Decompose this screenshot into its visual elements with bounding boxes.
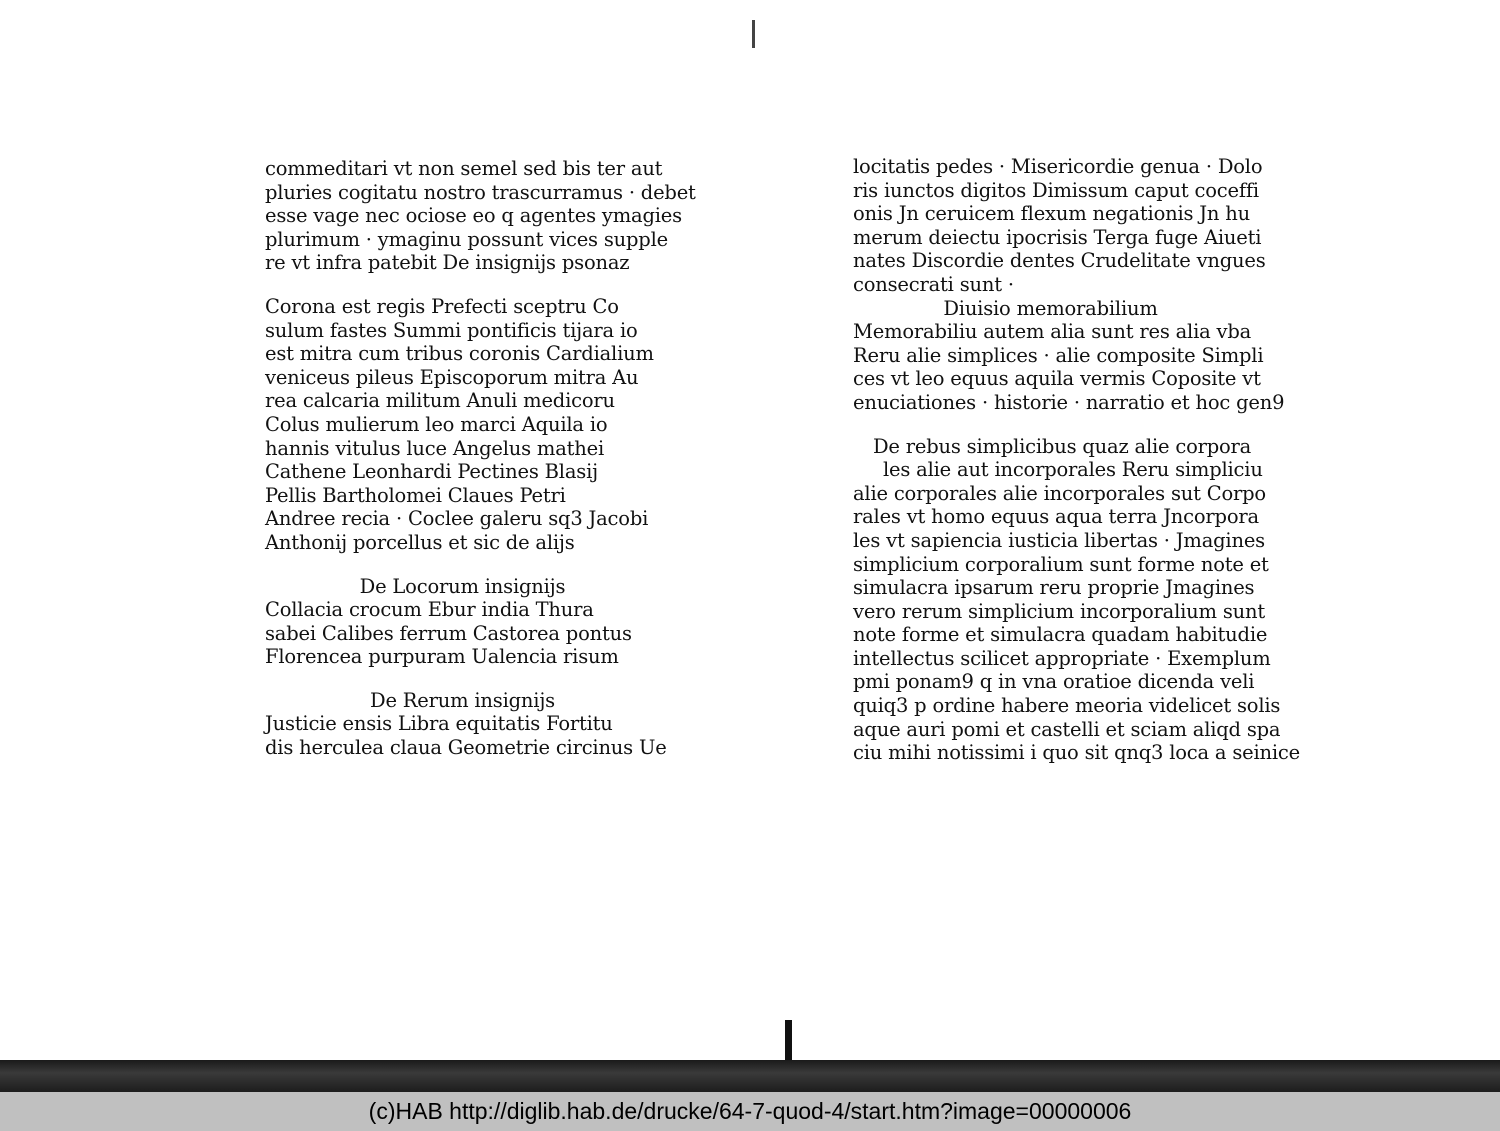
text-line: Justicie ensis Libra equitatis Fortitu [265, 712, 613, 736]
text-line: Corona est regis Prefecti sceptru Co [265, 294, 619, 318]
text-line: rales vt homo equus aqua terra Jncorpora [853, 505, 1259, 529]
text-line: simplicium corporalium sunt forme note et [853, 552, 1269, 576]
section-heading-line: De rebus simplicibus quaz alie corpora [873, 434, 1252, 458]
heading-rerum: De Rerum insignijs [370, 688, 555, 712]
text-line: Anthonij porcellus et sic de alijs [265, 530, 575, 554]
text-line: note forme et simulacra quadam habitudie [853, 623, 1268, 647]
text-line: Collacia crocum Ebur india Thura [265, 598, 594, 622]
text-line: commeditari vt non semel sed bis ter aut [265, 157, 663, 180]
binding-mark-bottom [785, 1020, 792, 1064]
text-line: ces vt leo equus aquila vermis Coposite vt [853, 367, 1261, 391]
text-line: veniceus pileus Episcoporum mitra Au [265, 365, 639, 389]
text-line: rea calcaria militum Anuli medicoru [265, 389, 615, 413]
text-line: Florencea purpuram Ualencia risum [265, 645, 619, 669]
text-line: hannis vitulus luce Angelus mathei [265, 436, 605, 460]
text-line: enuciationes · historie · narratio et hoc gen9 [853, 390, 1285, 414]
text-line: dis herculea claua Geometrie circinus Ue [265, 736, 667, 760]
scan-bottom-edge [0, 1060, 1500, 1092]
text-line: ciu mihi notissimi i quo sit qnq3 loca a seinice [853, 741, 1300, 765]
text-line: re vt infra patebit De insignijs psonaz [265, 251, 630, 275]
right-para-2 [853, 320, 1285, 414]
text-line: Colus mulierum leo marci Aquila io [265, 412, 608, 436]
text-line: les vt sapiencia iusticia libertas · Jmagines [853, 528, 1265, 552]
text-line: plurimum · ymaginu possunt vices supple [265, 227, 668, 251]
text-line: aque auri pomi et castelli et sciam aliqd spa [853, 717, 1281, 741]
right-page [853, 155, 1300, 765]
left-page [265, 157, 696, 760]
text-line: esse vage nec ociose eo q agentes ymagies [265, 204, 682, 228]
text-line: sulum fastes Summi pontificis tijara io [265, 318, 638, 342]
text-line: nates Discordie dentes Crudelitate vngues [853, 249, 1266, 273]
text-line: les alie aut incorporales Reru simpliciu [883, 458, 1263, 482]
text-line: Reru alie simplices · alie composite Simpli [853, 343, 1264, 367]
text-line: simulacra ipsarum reru proprie Jmagines [853, 576, 1255, 600]
text-line: sabei Calibes ferrum Castorea pontus [265, 621, 632, 645]
text-line: intellectus scilicet appropriate · Exemplum [853, 646, 1271, 670]
text-line: Memorabiliu autem alia sunt res alia vba [853, 320, 1252, 344]
text-line: Pellis Bartholomei Claues Petri [265, 483, 566, 507]
binding-mark-top [752, 20, 755, 48]
text-line: merum deiectu ipocrisis Terga fuge Aiueti [853, 225, 1262, 249]
left-para-1 [265, 157, 696, 275]
text-line: est mitra cum tribus coronis Cardialium [265, 342, 654, 366]
left-para-3 [265, 598, 660, 669]
text-line: onis Jn ceruicem flexum negationis Jn hu [853, 202, 1250, 226]
text-line: quiq3 p ordine habere meoria videlicet solis [853, 694, 1281, 718]
text-line: locitatis pedes · Misericordie genua · Dolo [853, 155, 1263, 178]
text-line: pluries cogitatu nostro trascurramus · debet [265, 180, 696, 204]
right-para-1 [853, 155, 1266, 297]
text-line: Cathene Leonhardi Pectines Blasij [265, 460, 598, 484]
text-line: alie corporales alie incorporales sut Corpo [853, 481, 1266, 505]
copyright-footer: (c)HAB http://diglib.hab.de/drucke/64-7-quod-4/start.htm?image=00000006 [0, 1092, 1500, 1131]
right-para-3 [853, 434, 1300, 765]
left-para-2 [265, 295, 660, 555]
text-line: Andree recia · Coclee galeru sq3 Jacobi [265, 507, 649, 531]
text-line: pmi ponam9 q in vna oratioe dicenda veli [853, 670, 1255, 694]
heading-diuisio: Diuisio memorabilium [943, 296, 1158, 320]
heading-locorum: De Locorum insignijs [359, 574, 566, 598]
text-line: ris iunctos digitos Dimissum caput coceffi [853, 178, 1259, 202]
left-para-4 [265, 712, 667, 760]
text-line: consecrati sunt · [853, 272, 1014, 296]
text-line: vero rerum simplicium incorporalium sunt [853, 599, 1265, 623]
